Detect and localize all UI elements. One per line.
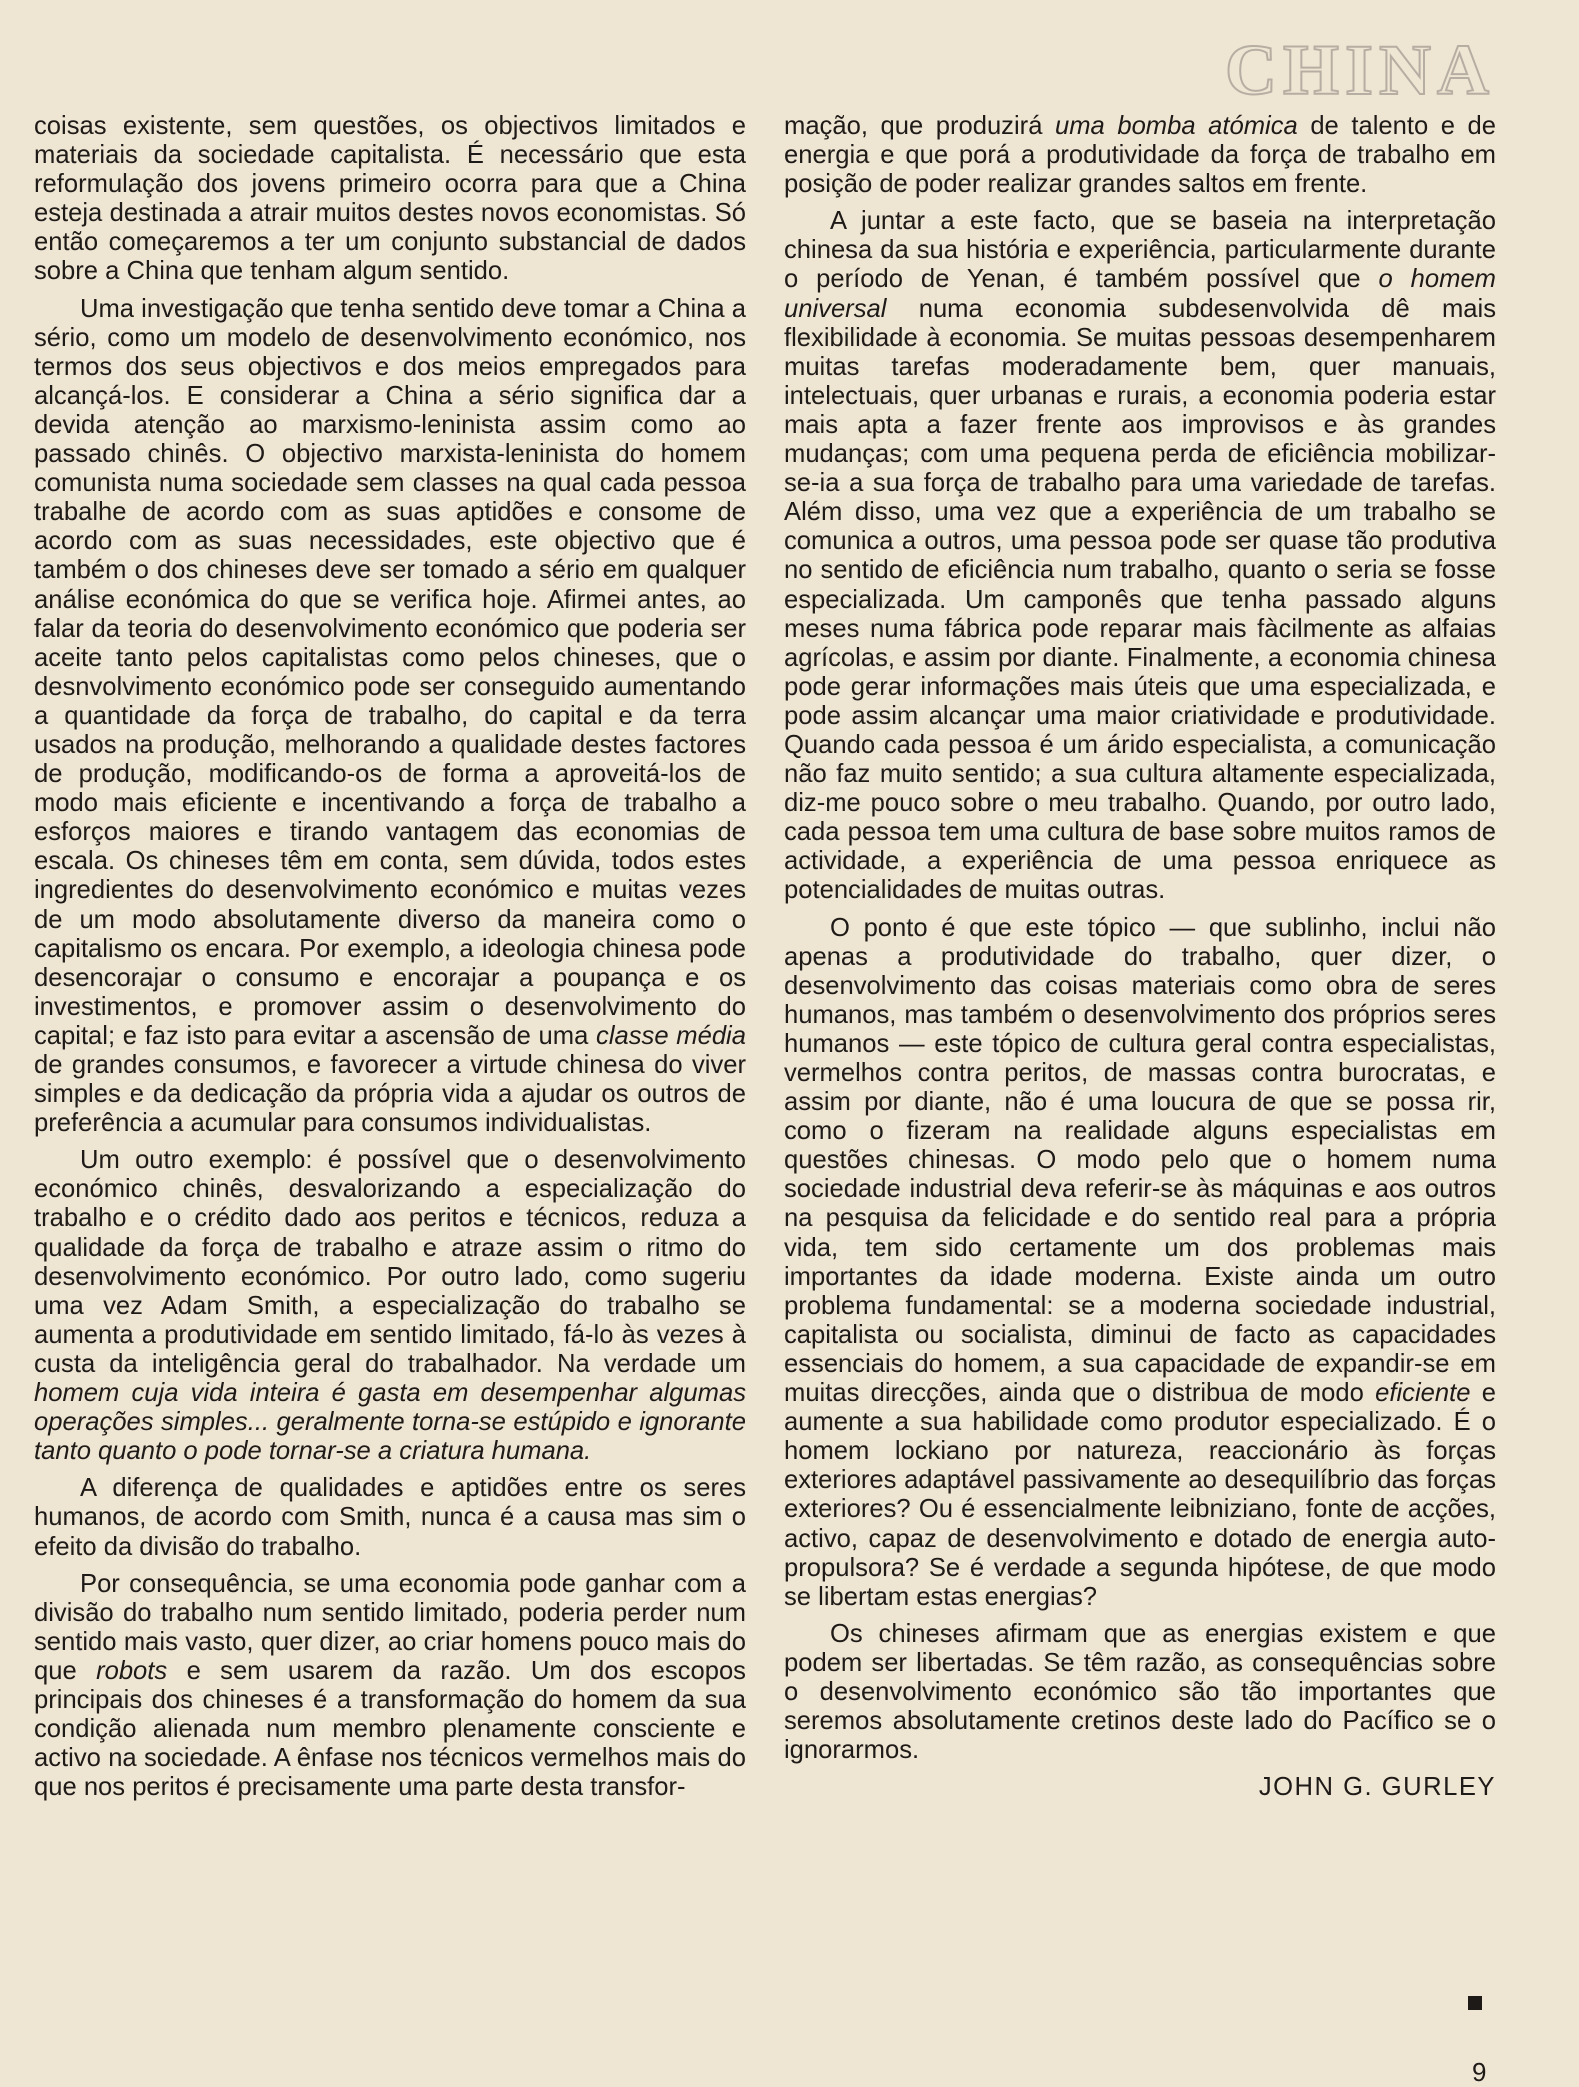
paragraph-text: coisas existente, sem questões, os objectivos limitados e materiais da sociedade capitalista. É necessário que esta reformulação dos jovens primeiro ocorra para que a China esteja destinada a atrair muitos destes novos economistas. Só então começaremos a ter um conjunto substancial de dados sobre a China que tenham algum sentido. [34,112,746,286]
end-of-article-mark [1468,1996,1482,2010]
paragraph [34,295,746,1139]
paragraph-text: de talento e de energia e que porá a produtividade da força de trabalho em posição de poder realizar grandes saltos em frente. [784,112,1496,199]
paragraph-text: e aumente a sua habilidade como produtor especializado. É o homem lockiano por natureza, reaccionário às forças exteriores adaptável passivamente ao desequilíbrio das forças exteriores? Ou é essencialmente leibniziano, fonte de acções, activo, capaz de desenvolvimento e dotado de energia auto-propulsora? Se é verdade a segunda hipótese, de que modo se libertam estas energias? [784,1379,1496,1611]
paragraph [784,112,1496,199]
page-number: 9 [1472,2057,1487,2087]
paragraph [784,207,1496,905]
section-title: CHINA [1224,30,1495,110]
paragraph-text: A juntar a este facto, que se baseia na interpretação chinesa da sua história e experiência, particularmente durante o período de Yenan, é também possível que [784,207,1496,294]
emphasis-text: robots [96,1656,168,1685]
emphasis-text: homem cuja vida inteira é gasta em desempenhar algumas operações simples... geralmente torna-se estúpido e ignorante tanto quanto o pode tornar-se a criatura humana. [34,1379,746,1466]
paragraph-text: de grandes consumos, e favorecer a virtude chinesa do viver simples e da dedicação da própria vida a ajudar os outros de preferência a acumular para consumos individualistas. [34,1051,746,1138]
emphasis-text: eficiente [1375,1379,1471,1408]
paragraph-text: e sem usarem da razão. Um dos escopos principais dos chineses é a transformação do homem da sua condição alienada num membro plenamente consciente e activo na sociedade. A ênfase nos técnicos vermelhos mais do que nos peritos é precisamente uma parte desta transfor- [34,1656,746,1802]
author-signature: JOHN G. GURLEY [1258,1773,1496,1802]
paragraph-text: O ponto é que este tópico — que sublinho, inclui não apenas a produtividade do trabalho, quer dizer, o desenvolvimento das coisas materiais como obra de seres humanos, mas também o desenvolvimento dos próprios seres humanos — este tópico de cultura geral contra especialistas, vermelhos contra peritos, de massas contra burocratas, e assim por diante, não é uma loucura de que se possa rir, como o fizeram na realidade alguns especialistas em questões chinesas. O modo pelo que o homem numa sociedade industrial deva referir-se às máquinas e aos outros na pesquisa da felicidade e do sentido real para a própria vida, tem sido certamente um dos problemas mais importantes da idade moderna. Existe ainda um outro problema fundamental: se a moderna sociedade industrial, capitalista ou socialista, diminui de facto as capacidades essenciais do homem, a sua capacidade de expandir-se em muitas direcções, ainda que o distribua de modo [784,913,1496,1408]
paragraph-text: Uma investigação que tenha sentido deve tomar a China a sério, como um modelo de desenvolvimento económico, nos termos dos seus objectivos e dos meios empregados para alcançá-los. E considerar a China a sério significa dar a devida atenção ao marxismo-leninista assim como ao passado chinês. O objectivo marxista-leninista do homem comunista numa sociedade sem classes na qual cada pessoa trabalhe de acordo com as suas aptidões e consome de acordo com as suas necessidades, este objectivo que é também o dos chineses deve ser tomado a sério em qualquer análise económica do que se verifica hoje. Afirmei antes, ao falar da teoria do desenvolvimento económico que poderia ser aceite tanto pelos capitalistas como pelos chineses, que o desnvolvimento económico pode ser conseguido aumentando a quantidade da força de trabalho, do capital e da terra usados na produção, melhorando a qualidade destes factores de produção, modificando-os de forma a aproveitá-los de modo mais eficiente e incentivando a força de trabalho a esforços maiores e tirando vantagem das economias de escala. Os chineses têm em conta, sem dúvida, todos estes ingredientes do desenvolvimento económico e muitas vezes de um modo absolutamente diverso da maneira como o capitalismo os encara. Por exemplo, a ideologia chinesa pode desencorajar o consumo e encorajar a poupança e os investimentos, e promover assim o desenvolvimento do capital; e faz isto para evitar a ascensão de uma [34,294,746,1050]
paragraph [784,914,1496,1612]
paragraph [34,1146,746,1466]
emphasis-text: o homem universal [784,265,1496,323]
left-column [34,112,746,1810]
right-column [784,112,1496,1810]
paragraph [34,112,746,287]
paragraph [34,1474,746,1561]
paragraph [34,1570,746,1803]
emphasis-text: uma bomba atómica [1055,112,1298,140]
paragraph-text: Um outro exemplo: é possível que o desenvolvimento económico chinês, desvalorizando a especialização do trabalho e o crédito dado aos peritos e técnicos, reduza a qualidade da força de trabalho e atraze assim o ritmo do desenvolvimento económico. Por outro lado, como sugeriu uma vez Adam Smith, a especialização do trabalho se aumenta a produtividade em sentido limitado, fá-lo às vezes à custa da inteligência geral do trabalhador. Na verdade um [34,1146,746,1378]
emphasis-text: classe média [596,1021,746,1050]
paragraph-text: Os chineses afirmam que as energias existem e que podem ser libertadas. Se têm razão, as consequências sobre o desenvolvimento económico são tão importantes que seremos absolutamente cretinos deste lado do Pacífico se o ignorarmos. [784,1619,1496,1765]
paragraph-text: A diferença de qualidades e aptidões entre os seres humanos, de acordo com Smith, nunca é a causa mas sim o efeito da divisão do trabalho. [34,1474,746,1561]
paragraph-text: numa economia subdesenvolvida dê mais flexibilidade à economia. Se muitas pessoas desempenharem muitas tarefas moderadamente bem, quer manuais, intelectuais, quer urbanas e rurais, a economia poderia estar mais apta a fazer frente aos improvisos e às grandes mudanças; com uma pequena perda de eficiência mobilizar-se-ia a sua força de trabalho para uma variedade de tarefas. Além disso, uma vez que a experiência de um trabalho se comunica a outros, uma pessoa pode ser quase tão produtiva no sentido de eficiência num trabalho, quanto o seria se fosse especializada. Um camponês que tenha passado alguns meses numa fábrica pode reparar mais fàcilmente as alfaias agrícolas, e assim por diante. Finalmente, a economia chinesa pode gerar informações mais úteis que uma especializada, e pode assim alcançar uma maior criatividade e produtividade. Quando cada pessoa é um árido especialista, a comunicação não faz muito sentido; a sua cultura altamente especializada, diz-me pouco sobre o meu trabalho. Quando, por outro lado, cada pessoa tem uma cultura de base sobre muitos ramos de actividade, a experiência de uma pessoa enriquece as potencialidades de muitas outras. [784,294,1496,905]
paragraph-text: mação, que produzirá [784,112,1043,140]
paragraph-text: Por consequência, se uma economia pode ganhar com a divisão do trabalho num sentido limitado, poderia perder num sentido mais vasto, quer dizer, ao criar homens pouco mais do que [34,1569,746,1685]
paragraph [784,1620,1496,1765]
